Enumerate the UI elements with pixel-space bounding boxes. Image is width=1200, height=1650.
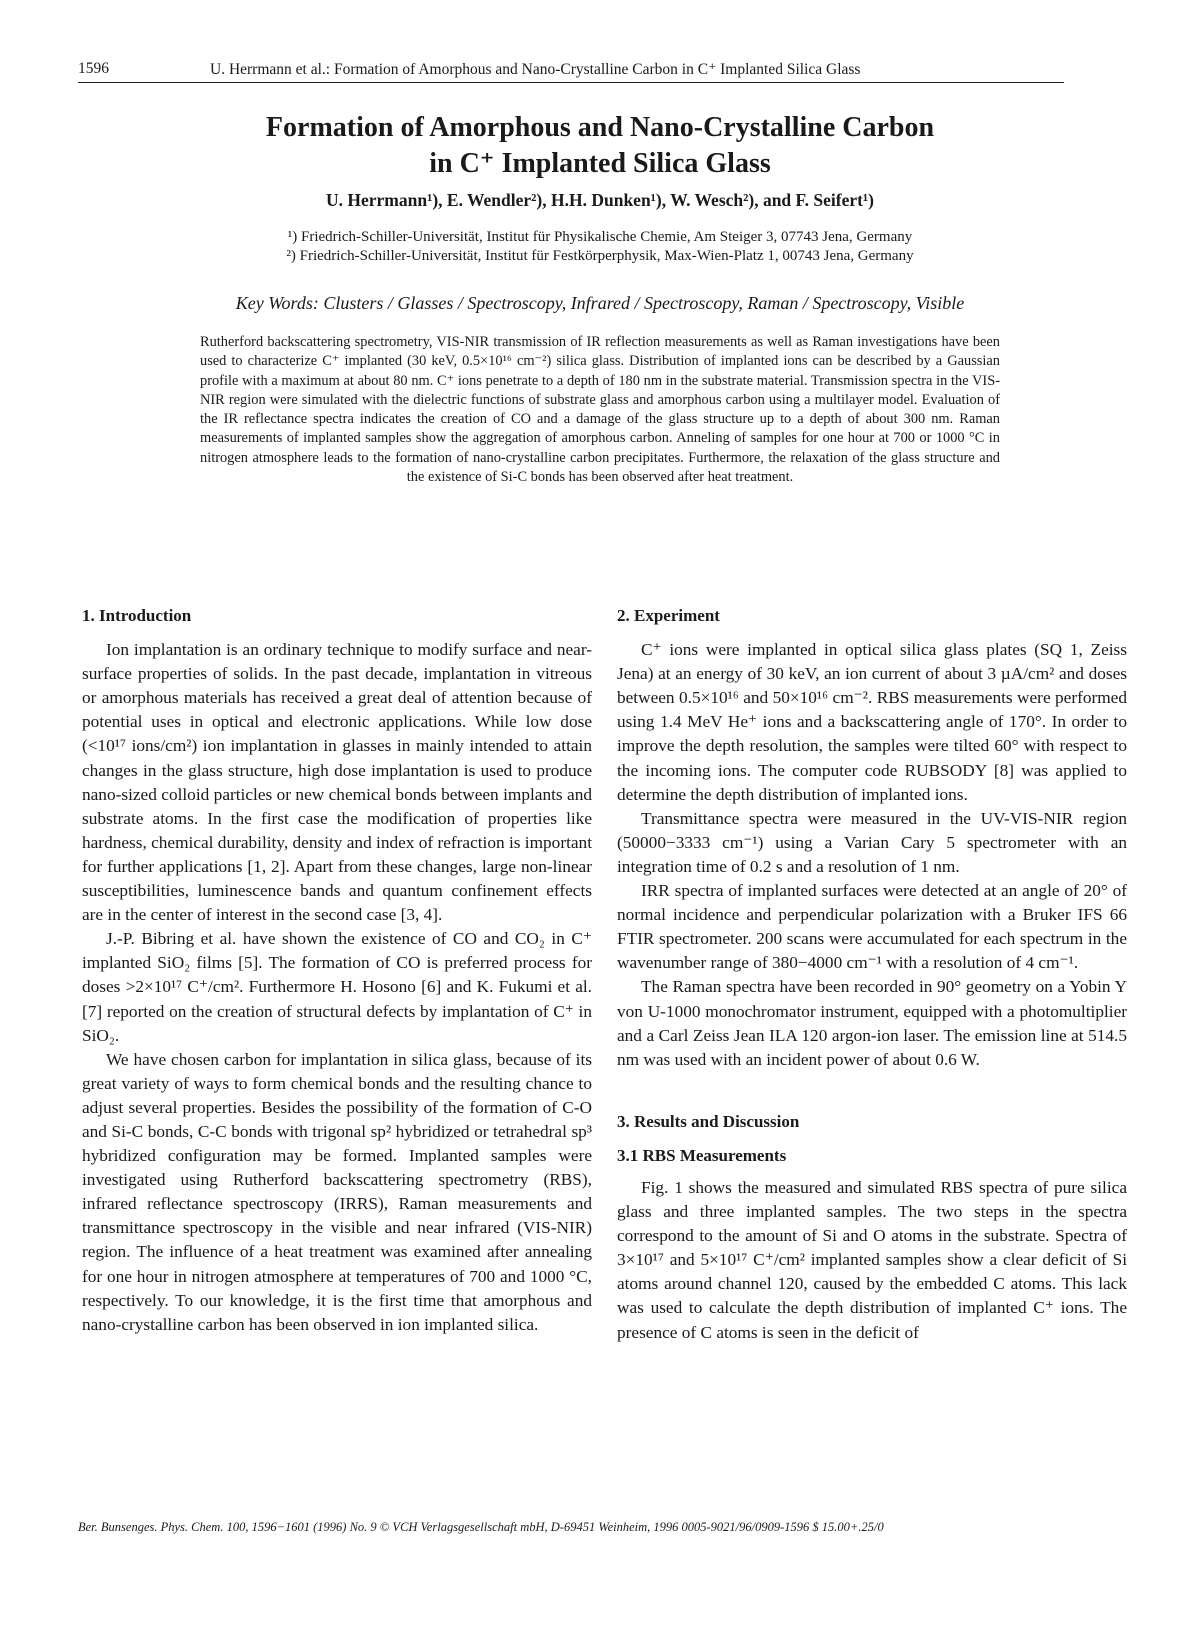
keywords: Key Words: Clusters / Glasses / Spectroscopy, Infrared / Spectroscopy, Raman / Spectroscopy, Visible — [235, 293, 965, 313]
right-column — [617, 604, 1127, 1345]
abstract: Rutherford backscattering spectrometry, VIS-NIR transmission of IR reflection measurements as well as Raman investigations have been used to characterize C⁺ implanted (30 keV, 0.5×10¹⁶ cm⁻²) silica glass. Distribution of implanted ions can be described by a Gaussian profile with a maximum at about 80 nm. C⁺ ions penetrate to a depth of 180 nm in the substrate material. Transmission spectra in the VIS-NIR region were simulated with the dielectric functions of substrate glass and amorphous carbon using a multilayer model. Evaluation of the IR reflectance spectra indicates the creation of CO and a damage of the glass structure up to a depth of about 300 nm. Raman measurements of implanted samples show the aggregation of amorphous carbon. Anneling of samples for one hour at 700 or 1000 °C in nitrogen atmosphere leads to the formation of nano-crystalline carbon precipitates. Furthermore, the relaxation of the glass structure and the existence of Si-C bonds has been observed after heat treatment. — [200, 334, 1000, 486]
experiment-paragraph-3: IRR spectra of implanted surfaces were detected at an angle of 20° of normal incidence and perpendicular polarization with a Bruker IFS 66 FTIR spectrometer. 200 scans were accumulated for each spectrum in the wavenumber range of 380−4000 cm⁻¹ with a resolution of 4 cm⁻¹. — [617, 881, 1127, 973]
running-header — [78, 60, 1064, 83]
results-heading: 3. Results and Discussion — [617, 1111, 800, 1131]
running-title: U. Herrmann et al.: Formation of Amorphous and Nano-Crystalline Carbon in C⁺ Implanted Silica Glass — [210, 61, 861, 78]
experiment-paragraph-2: Transmittance spectra were measured in the UV-VIS-NIR region (50000−3333 cm⁻¹) using a Varian Cary 5 spectrometer with an integration time of 0.2 s and a resolution of 1 nm. — [617, 808, 1127, 876]
rbs-subheading: 3.1 RBS Measurements — [617, 1145, 787, 1165]
author-list: U. Herrmann¹), E. Wendler²), H.H. Dunken¹), W. Wesch²), and F. Seifert¹) — [325, 190, 875, 210]
results-paragraph-1: Fig. 1 shows the measured and simulated RBS spectra of pure silica glass and three implanted samples. The two steps in the spectra correspond to the amount of Si and O atoms in the substrate. Spectra of 3×10¹⁷ and 5×10¹⁷ C⁺/cm² implanted samples show a clear deficit of Si atoms around channel 120, caused by the embedded C atoms. This lack was used to calculate the depth distribution of implanted C⁺ ions. The presence of C atoms is seen in the deficit of — [617, 1177, 1127, 1342]
title-line-1: Formation of Amorphous and Nano-Crystalline Carbon — [265, 112, 935, 143]
experiment-paragraph-1: C⁺ ions were implanted in optical silica glass plates (SQ 1, Zeiss Jena) at an energy of 30 keV, an ion current of about 3 µA/cm² and doses between 0.5×10¹⁶ and 50×10¹⁶ cm⁻². RBS measurements were performed using 1.4 MeV He⁺ ions and a backscattering angle of 170°. In order to improve the depth resolution, the samples were tilted 60° with respect to the incoming ions. The computer code RUBSODY [8] was applied to determine the depth distribution of implanted ions. — [617, 640, 1127, 804]
section-spacer — [617, 1072, 1127, 1110]
paper-title — [0, 110, 1200, 182]
intro-paragraph-1: Ion implantation is an ordinary technique to modify surface and near-surface properties of solids. In the past decade, implantation in vitreous or amorphous materials has received a great deal of attention because of potential uses in optical and electronic applications. While low dose (<10¹⁷ ions/cm²) ion implantation in glasses in mainly intended to attain changes in the glass structure, high dose implantation is used to produce nano-sized colloid particles or new chemical bonds between implants and substrate atoms. In the first case the modification of properties like hardness, chemical durability, density and index of refraction is important for further applications [1, 2]. Apart from these changes, large non-linear susceptibilities, luminescence bands and quantum confinement effects are in the center of interest in the second case [3, 4]. — [82, 640, 592, 925]
left-column — [82, 604, 592, 1337]
experiment-heading: 2. Experiment — [617, 606, 720, 625]
page-number: 1596 — [78, 60, 109, 77]
title-line-2: in C⁺ Implanted Silica Glass — [429, 148, 771, 179]
introduction-heading: 1. Introduction — [82, 606, 192, 625]
intro-paragraph-3: We have chosen carbon for implantation in silica glass, because of its great variety of ways to form chemical bonds and the resulting chance to adjust several properties. Besides the possibility of the formation of C-O and Si-C bonds, C-C bonds with trigonal sp² hybridized or tetrahedral sp³ hybridized configuration may be formed. Implanted samples were investigated using Rutherford backscattering spectrometry (RBS), infrared reflectance spectroscopy (IRRS), Raman measurements and transmittance spectroscopy in the visible and near infrared (VIS-NIR) region. The influence of a heat treatment was examined after annealing for one hour in nitrogen atmosphere at temperatures of 700 and 1000 °C, respectively. To our knowledge, it is the first time that amorphous and nano-crystalline carbon has been observed in ion implanted silica. — [82, 1049, 592, 1334]
journal-footer: Ber. Bunsenges. Phys. Chem. 100, 1596−1601 (1996) No. 9 © VCH Verlagsgesellschaft mbH, D-69451 Weinheim, 1996 0005-9021/96/0909-1596 $ 15.00+.25/0 — [78, 1520, 884, 1534]
affiliation-2: ²) Friedrich-Schiller-Universität, Institut für Festkörperphysik, Max-Wien-Platz 1, 00743 Jena, Germany — [286, 248, 914, 264]
intro-paragraph-2: J.-P. Bibring et al. have shown the existence of CO and CO₂ in C⁺ implanted SiO₂ films [5]. The formation of CO is preferred process for doses >2×10¹⁷ C⁺/cm². Furthermore H. Hosono [6] and K. Fukumi et al. [7] reported on the creation of structural defects by implantation of C⁺ in SiO₂. — [82, 929, 592, 1045]
experiment-paragraph-4: The Raman spectra have been recorded in 90° geometry on a Yobin Y von U-1000 monochromator instrument, equipped with a photomultiplier and a Carl Zeiss Jean ILA 120 argon-ion laser. The emission line at 514.5 nm was used with an incident power of about 0.6 W. — [617, 977, 1127, 1069]
affiliation-1: ¹) Friedrich-Schiller-Universität, Institut für Physikalische Chemie, Am Steiger 3, 07743 Jena, Germany — [287, 229, 913, 245]
